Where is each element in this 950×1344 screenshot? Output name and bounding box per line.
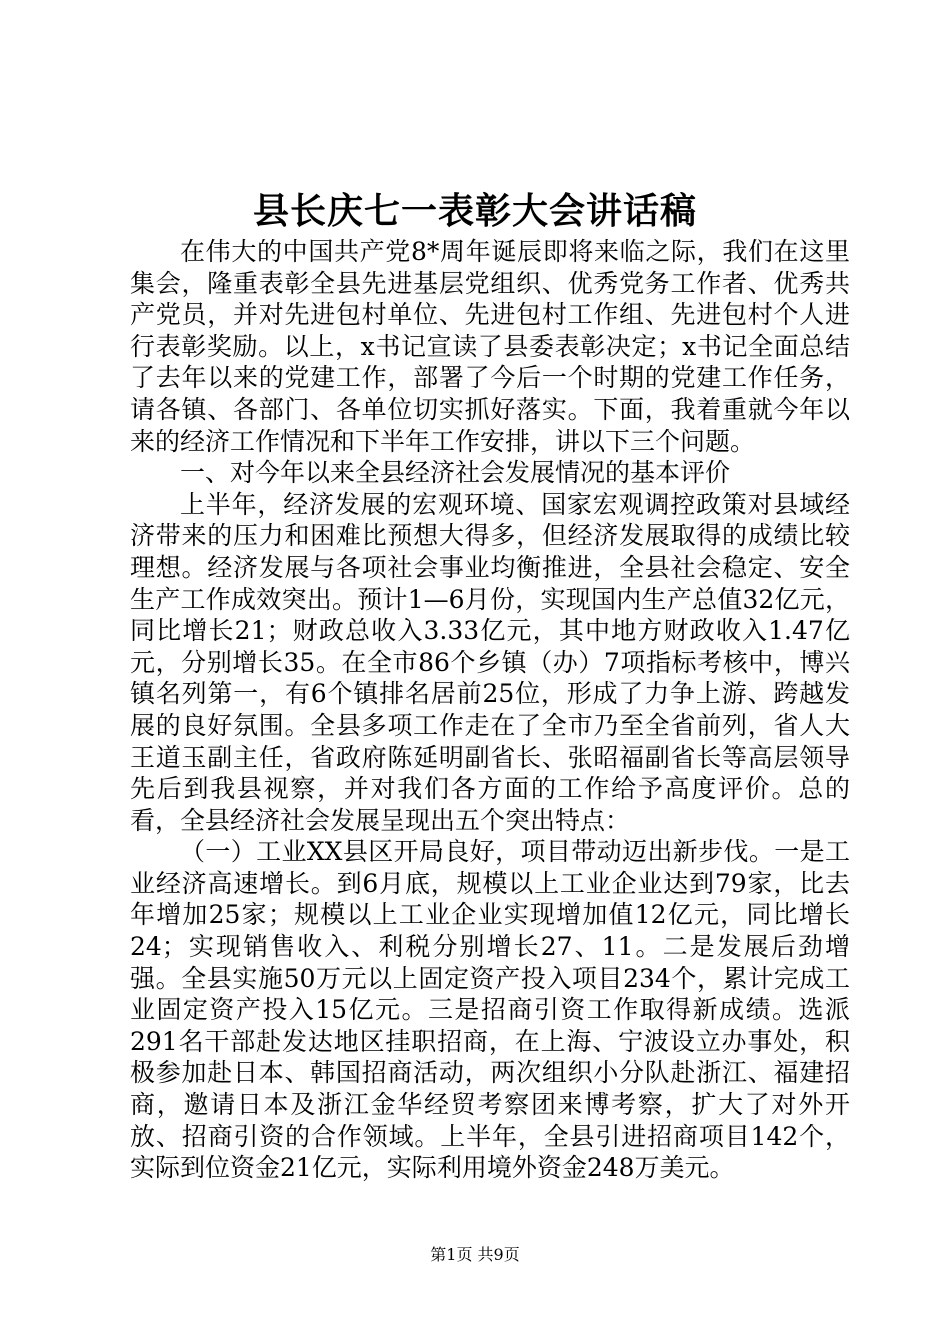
paragraph-overview: 上半年，经济发展的宏观环境、国家宏观调控政策对县域经济带来的压力和困难比预想大得多，但经济发展取得的成绩比较理想。经济发展与各项社会事业均衡推进，全县社会稳定、安全生产工作成效突出。预计1—6月份，实现国内生产总值32亿元，同比增长21；财政总收入3.33亿元，其中地方财政收入1.47亿元，分别增长35。在全市86个乡镇（办）7项指标考核中，博兴镇名列第一，有6个镇排名居前25位，形成了力争上游、跨越发展的良好氛围。全县多项工作走在了全市乃至全省前列，省人大王道玉副主任，省政府陈延明副省长、张昭福副省长等高层领导先后到我县视察，并对我们各方面的工作给予高度评价。总的看，全县经济社会发展呈现出五个突出特点： (130, 489, 850, 835)
page-footer: 第1页 共9页 (430, 1245, 520, 1264)
paragraph-intro: 在伟大的中国共产党8*周年诞辰即将来临之际，我们在这里集会，隆重表彰全县先进基层党组织、优秀党务工作者、优秀共产党员，并对先进包村单位、先进包村工作组、先进包村个人进行表彰奖励。以上，x书记宣读了县委表彰决定；x书记全面总结了去年以来的党建工作，部署了今后一个时期的党建工作任务，请各镇、各部门、各单位切实抓好落实。下面，我着重就今年以来的经济工作情况和下半年工作安排，讲以下三个问题。 (130, 237, 850, 456)
section-heading-1: 一、对今年以来全县经济社会发展情况的基本评价 (180, 458, 731, 488)
paragraph-industry: （一）工业XX县区开局良好，项目带动迈出新步伐。一是工业经济高速增长。到6月底，规模以上工业企业达到79家，比去年增加25家；规模以上工业企业实现增加值12亿元，同比增长24；实现销售收入、利税分别增长27、11。二是发展后劲增强。全县实施50万元以上固定资产投入项目234个，累计完成工业固定资产投入15亿元。三是招商引资工作取得新成绩。选派291名干部赴发达地区挂职招商，在上海、宁波设立办事处，积极参加赴日本、韩国招商活动，两次组织小分队赴浙江、福建招商，邀请日本及浙江金华经贸考察团来博考察，扩大了对外开放、招商引资的合作领域。上半年，全县引进招商项目142个，实际到位资金21亿元，实际利用境外资金248万美元。 (130, 837, 850, 1183)
document-title: 县长庆七一表彰大会讲话稿 (252, 190, 697, 232)
document-body (130, 236, 850, 1184)
